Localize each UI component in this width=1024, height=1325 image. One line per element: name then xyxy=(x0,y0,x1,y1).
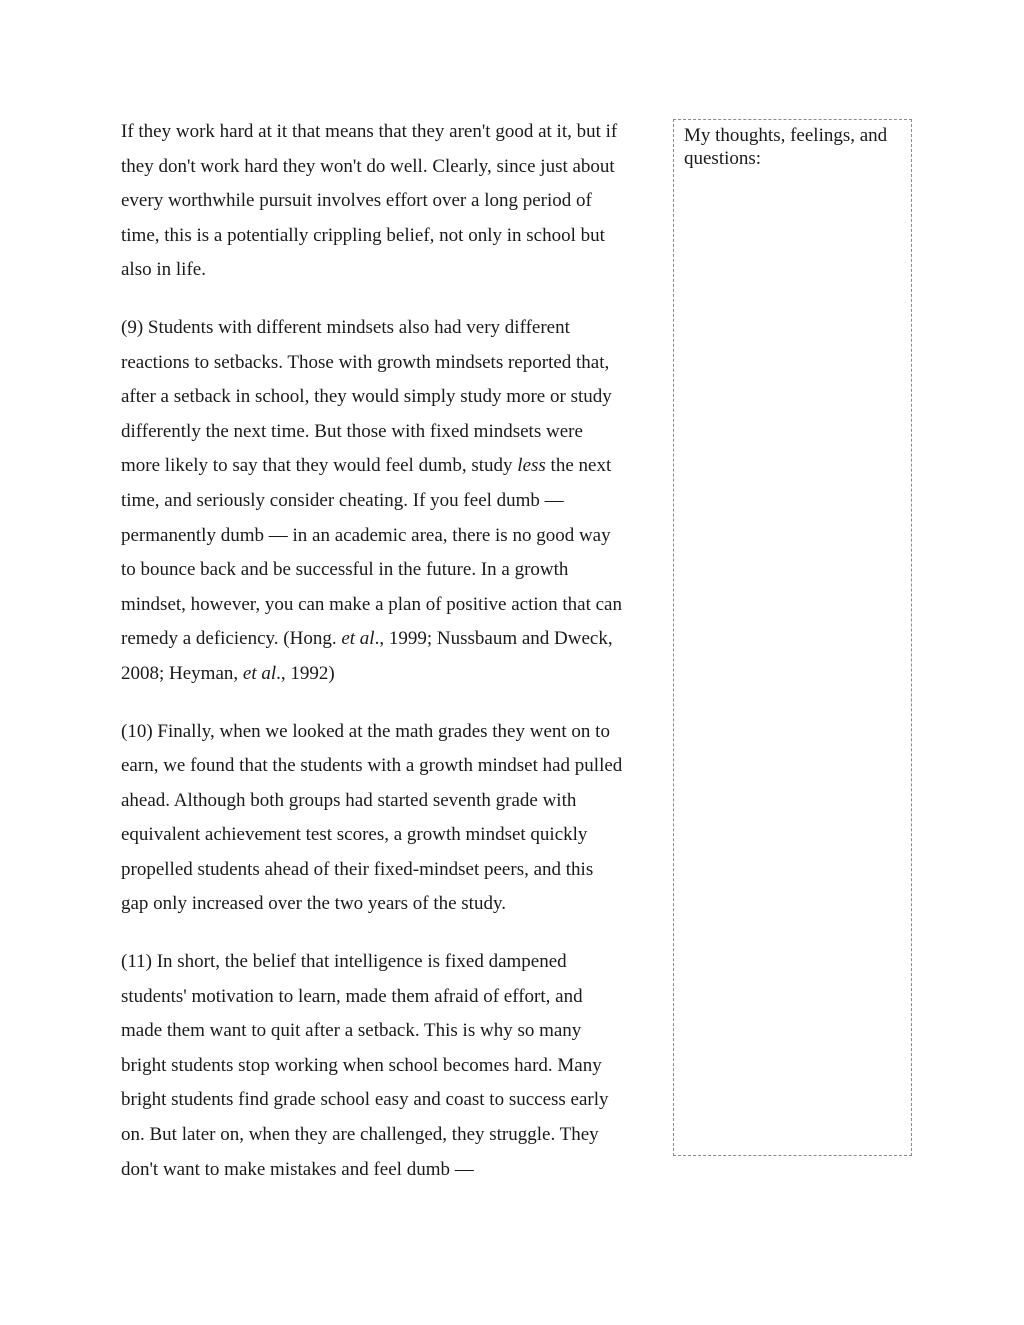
text-segment: (11) In short, the belief that intelligence is fixed dampened students' motivation to learn, made them afraid of effort, and made them want to quit after a setback. This is why so many bright students stop working when school becomes hard. Many bright students find grade school easy and coast to success early on. But later on, when they are challenged, they struggle. They don't want to make mistakes and feel dumb — xyxy=(121,951,609,1180)
italic-text: less xyxy=(517,455,546,477)
notes-box-label: My thoughts, feelings, and questions: xyxy=(684,125,888,169)
italic-text: et al xyxy=(341,628,375,650)
article-body xyxy=(121,115,623,1210)
text-segment: ., 1992) xyxy=(276,662,335,684)
text-segment: the next time, and seriously consider cheating. If you feel dumb — permanently dumb — in an academic area, there is no good way to bounce back and be successful in the future. In a growth mindset, however, you can make a plan of positive action that can remedy a deficiency. (Hong. xyxy=(121,455,622,650)
italic-text: et al xyxy=(242,662,277,684)
notes-box[interactable] xyxy=(673,119,912,1156)
paragraph-8-continuation xyxy=(121,115,623,288)
text-segment: If they work hard at it that means that they aren't good at it, but if they don't work hard they won't do well. Clearly, since just about every worthwhile pursuit involves effort over a long period of time, this is a potentially crippling belief, not only in school but also in life. xyxy=(121,121,618,281)
paragraph-9 xyxy=(121,311,623,692)
text-segment: ., 1999; Nussbaum and Dweck, 2008; Heyman, xyxy=(121,628,613,684)
paragraph-11 xyxy=(121,945,623,1187)
text-segment: (9) Students with different mindsets also had very different reactions to setbacks. Those with growth mindsets reported that, after a setback in school, they would simply study more or study differently the next time. But those with fixed mindsets were more likely to say that they would feel dumb, study xyxy=(121,316,612,477)
text-segment: (10) Finally, when we looked at the math grades they went on to earn, we found that the students with a growth mindset had pulled ahead. Although both groups had started seventh grade with equivalent achievement test scores, a growth mindset quickly propelled students ahead of their fixed-mindset peers, and this gap only increased over the two years of the study. xyxy=(121,720,623,915)
paragraph-10 xyxy=(121,715,623,923)
